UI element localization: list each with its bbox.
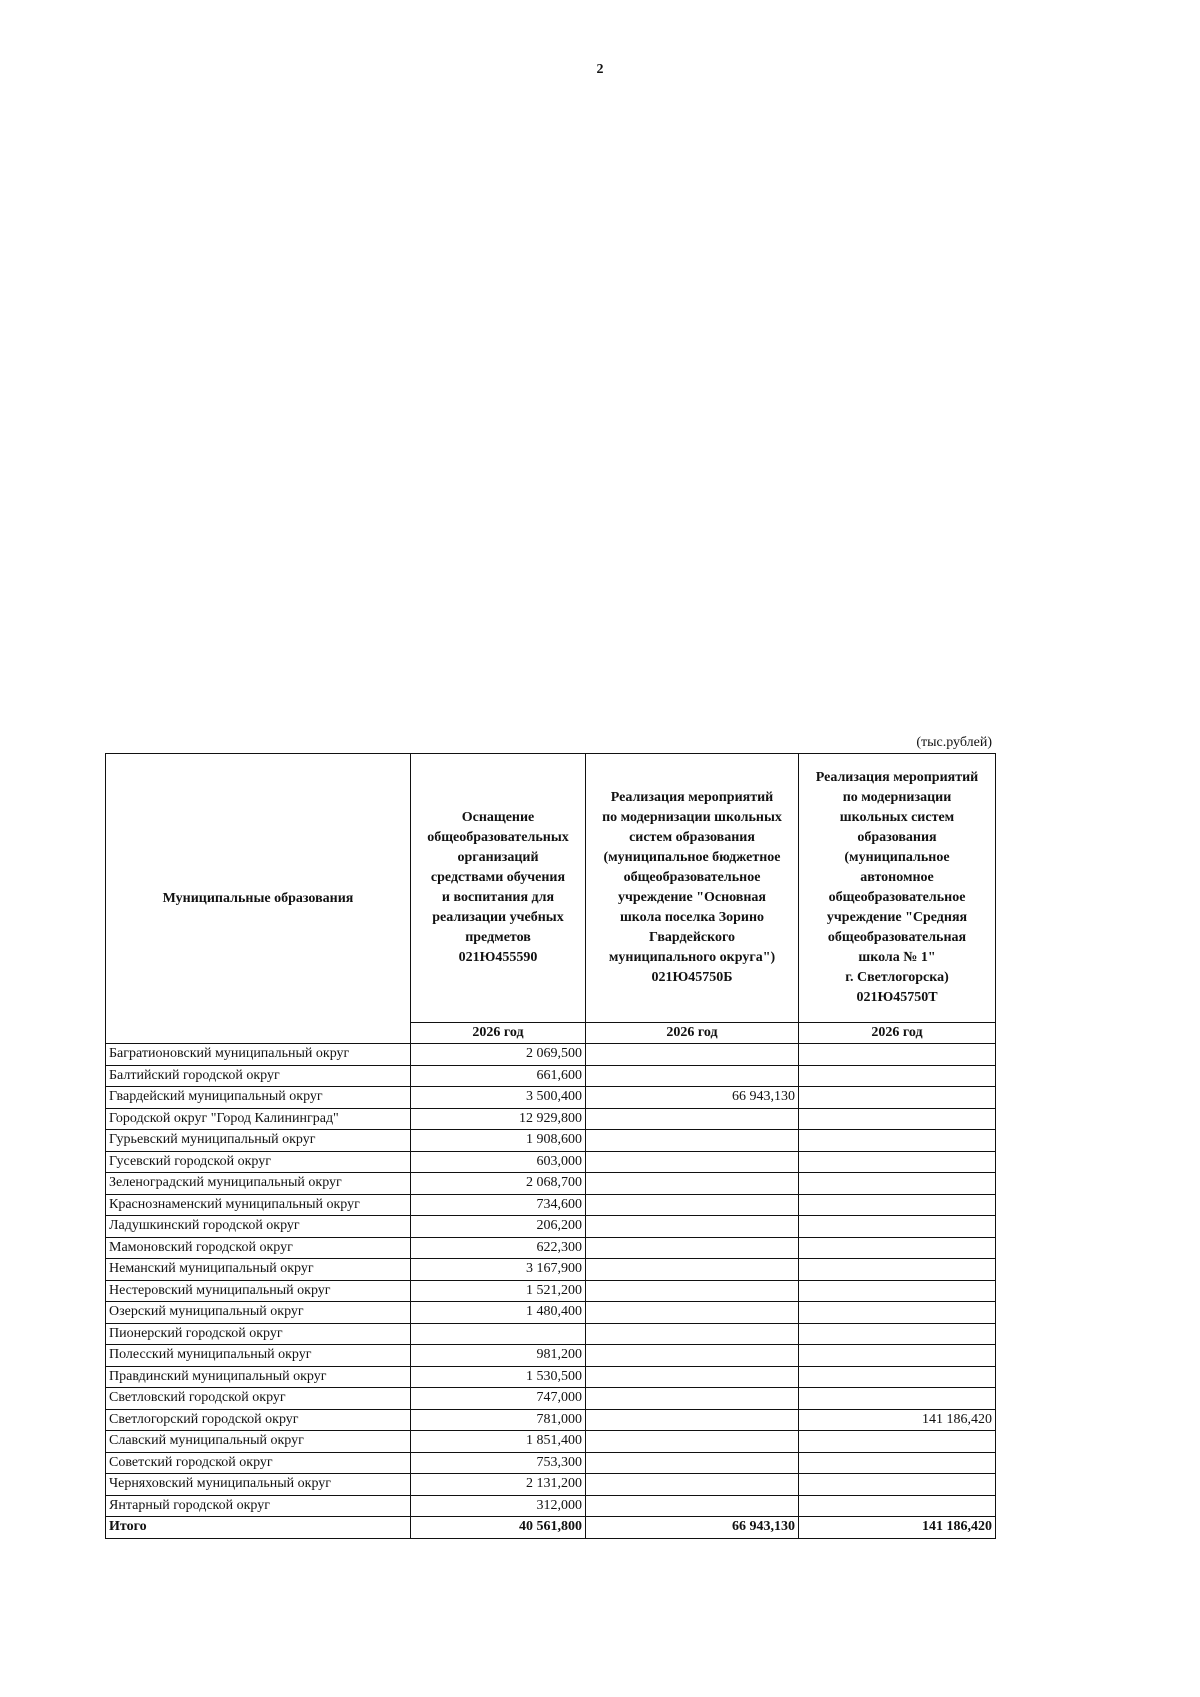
municipality-name-cell: Гусевский городской округ [106,1151,411,1173]
amount-cell [799,1194,996,1216]
table-row [106,1366,996,1388]
municipality-name-cell: Мамоновский городской округ [106,1237,411,1259]
table-row [106,1431,996,1453]
municipality-name-cell: Краснознаменский муниципальный округ [106,1194,411,1216]
municipality-name-cell: Озерский муниципальный округ [106,1302,411,1324]
table-row [106,1151,996,1173]
amount-cell: 1 908,600 [411,1130,586,1152]
table-row [106,1087,996,1109]
table-row [106,1452,996,1474]
amount-cell [799,1065,996,1087]
amount-cell [799,1495,996,1517]
amount-cell [586,1065,799,1087]
amount-cell: 40 561,800 [411,1517,586,1539]
amount-cell [586,1108,799,1130]
municipality-name-cell: Ладушкинский городской округ [106,1216,411,1238]
municipality-name-cell: Городской округ "Город Калининград" [106,1108,411,1130]
header-municipalities: Муниципальные образования [106,754,411,1044]
municipality-name-cell: Пионерский городской округ [106,1323,411,1345]
table-row [106,1495,996,1517]
amount-cell [799,1259,996,1281]
amount-cell [586,1495,799,1517]
table-row [106,1323,996,1345]
table-row [106,1409,996,1431]
table-row [106,1044,996,1066]
municipality-name-cell: Правдинский муниципальный округ [106,1366,411,1388]
municipality-name-cell: Нестеровский муниципальный округ [106,1280,411,1302]
amount-cell [799,1151,996,1173]
amount-cell [799,1087,996,1109]
page-number: 2 [596,62,604,77]
amount-cell [799,1108,996,1130]
amount-cell [411,1323,586,1345]
amount-cell [799,1216,996,1238]
header-modernization-zorino: Реализация мероприятий по модернизации школьных систем образования (муниципальное бюджетное общеобразовательное учреждение "Основная школа поселка Зорино Гвардейского муниципального округа") 021Ю45750Б [586,754,799,1023]
amount-cell: 2 069,500 [411,1044,586,1066]
amount-cell [586,1216,799,1238]
amount-cell: 3 167,900 [411,1259,586,1281]
amount-cell [586,1323,799,1345]
amount-cell: 661,600 [411,1065,586,1087]
amount-cell [586,1388,799,1410]
municipality-name-cell: Славский муниципальный округ [106,1431,411,1453]
table-row [106,1345,996,1367]
amount-cell: 747,000 [411,1388,586,1410]
table-row [106,1216,996,1238]
amount-cell: 3 500,400 [411,1087,586,1109]
table-row [106,1194,996,1216]
amount-cell: 734,600 [411,1194,586,1216]
amount-cell: 753,300 [411,1452,586,1474]
table-row [106,1259,996,1281]
amount-cell: 141 186,420 [799,1517,996,1539]
municipality-name-cell: Неманский муниципальный округ [106,1259,411,1281]
amount-cell [799,1130,996,1152]
year-header: 2026 год [586,1023,799,1044]
table-row [106,1108,996,1130]
municipality-name-cell: Черняховский муниципальный округ [106,1474,411,1496]
amount-cell: 312,000 [411,1495,586,1517]
total-row [106,1517,996,1539]
amount-cell: 603,000 [411,1151,586,1173]
amount-cell [586,1452,799,1474]
amount-cell [586,1194,799,1216]
amount-cell [586,1151,799,1173]
amount-cell [799,1345,996,1367]
amount-cell: 1 480,400 [411,1302,586,1324]
amount-cell: 981,200 [411,1345,586,1367]
amount-cell [799,1280,996,1302]
table-row [106,1237,996,1259]
municipality-name-cell: Янтарный городской округ [106,1495,411,1517]
amount-cell [586,1474,799,1496]
amount-cell: 2 131,200 [411,1474,586,1496]
amount-cell [799,1452,996,1474]
table-row [106,1474,996,1496]
amount-cell [586,1280,799,1302]
table-row [106,1388,996,1410]
amount-cell: 1 851,400 [411,1431,586,1453]
year-header: 2026 год [799,1023,996,1044]
amount-cell: 141 186,420 [799,1409,996,1431]
amount-cell [799,1302,996,1324]
amount-cell: 12 929,800 [411,1108,586,1130]
amount-cell [799,1173,996,1195]
municipality-name-cell: Полесский муниципальный округ [106,1345,411,1367]
year-header: 2026 год [411,1023,586,1044]
amount-cell: 1 530,500 [411,1366,586,1388]
amount-cell [586,1345,799,1367]
municipality-name-cell: Гвардейский муниципальный округ [106,1087,411,1109]
amount-cell: 66 943,130 [586,1517,799,1539]
municipality-name-cell: Гурьевский муниципальный округ [106,1130,411,1152]
table-row [106,1173,996,1195]
municipality-name-cell: Светлогорский городской округ [106,1409,411,1431]
amount-cell: 66 943,130 [586,1087,799,1109]
budget-table [105,753,996,1539]
municipality-name-cell: Балтийский городской округ [106,1065,411,1087]
amount-cell [586,1366,799,1388]
amount-cell [586,1409,799,1431]
amount-cell [586,1173,799,1195]
municipality-name-cell: Светловский городской округ [106,1388,411,1410]
amount-cell [586,1237,799,1259]
table-body [106,1044,996,1539]
amount-cell [799,1431,996,1453]
amount-cell [799,1044,996,1066]
amount-cell [586,1259,799,1281]
amount-cell [799,1237,996,1259]
amount-cell: 206,200 [411,1216,586,1238]
table-row [106,1130,996,1152]
amount-cell [799,1366,996,1388]
municipality-name-cell: Зеленоградский муниципальный округ [106,1173,411,1195]
units-label: (тыс.рублей) [916,735,992,750]
amount-cell [799,1323,996,1345]
amount-cell: 781,000 [411,1409,586,1431]
amount-cell [586,1302,799,1324]
municipality-name-cell: Итого [106,1517,411,1539]
table-row [106,1065,996,1087]
amount-cell [586,1130,799,1152]
amount-cell: 622,300 [411,1237,586,1259]
municipality-name-cell: Багратионовский муниципальный округ [106,1044,411,1066]
header-equipment: Оснащение общеобразовательных организаций средствами обучения и воспитания для реализации учебных предметов 021Ю455590 [411,754,586,1023]
table-row [106,1302,996,1324]
municipality-name-cell: Советский городской округ [106,1452,411,1474]
table-row [106,1280,996,1302]
amount-cell [799,1388,996,1410]
amount-cell: 1 521,200 [411,1280,586,1302]
amount-cell [586,1044,799,1066]
amount-cell: 2 068,700 [411,1173,586,1195]
amount-cell [586,1431,799,1453]
header-modernization-svetlogorsk: Реализация мероприятий по модернизации школьных систем образования (муниципальное автономное общеобразовательное учреждение "Средняя общеобразовательная школа № 1" г. Светлогорска) 021Ю45750Т [799,754,996,1023]
amount-cell [799,1474,996,1496]
